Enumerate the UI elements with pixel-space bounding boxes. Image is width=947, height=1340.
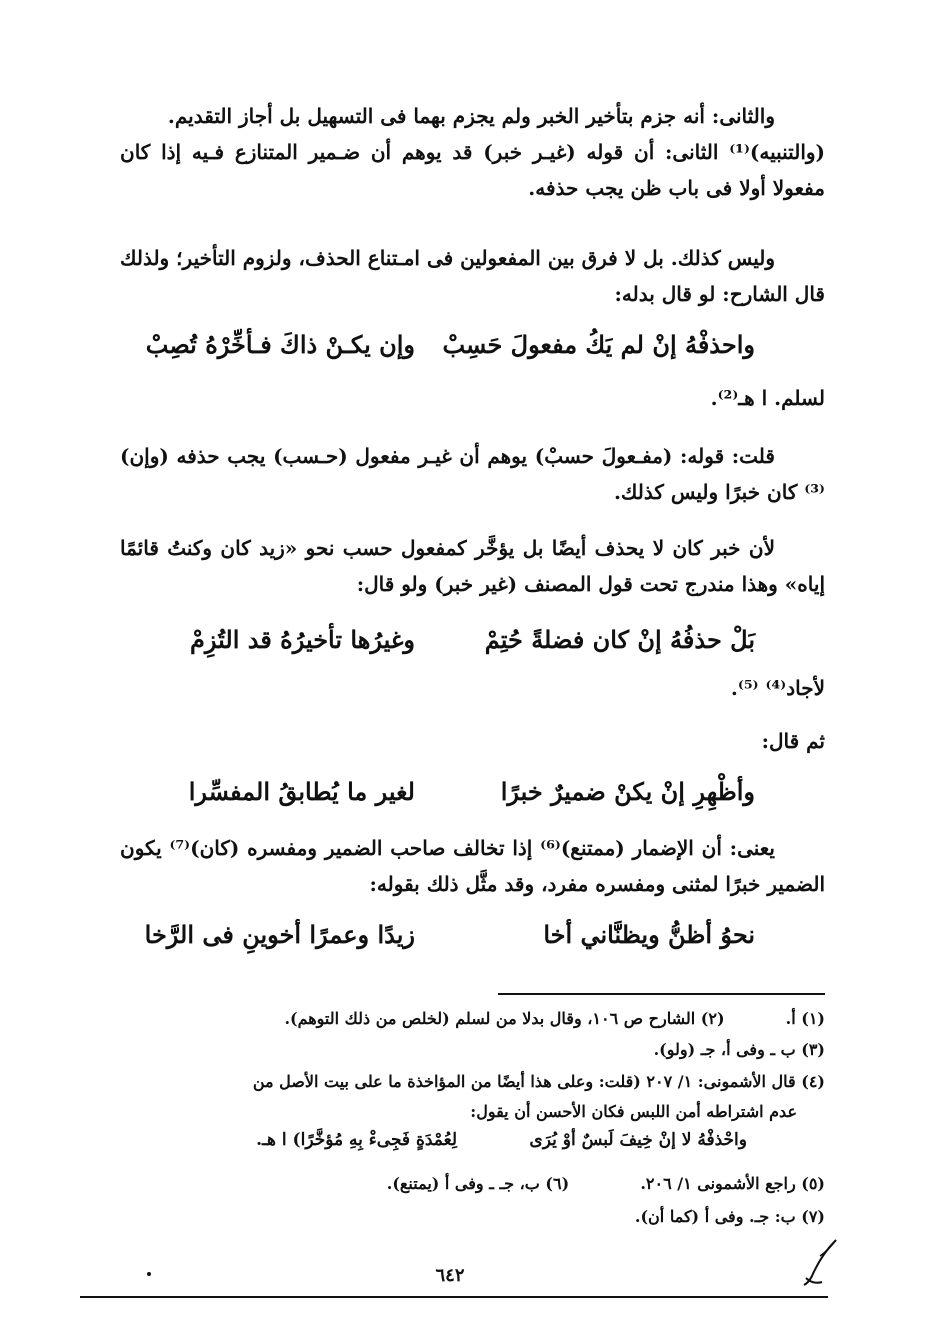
paragraph-6: لأن خبر كان لا يحذف أيضًا بل يؤخَّر كمفعول حسب نحو «زيد كان وكنتُ قائمًا إياه» وهذا مندرج تحت قول المصنف (غير خبر) ولو قال: xyxy=(120,536,825,596)
footnote-2: (٢) الشارح ص ١٠٦، وقال بدلا من لسلم (لخلص من ذلك التوهم). xyxy=(284,1009,725,1028)
verse-1-second-hemistich: وإن يكـنْ ذاكَ فـأخِّرْهُ تُصِبْ xyxy=(145,330,415,359)
quill-icon xyxy=(800,1238,840,1288)
footnote-7: (٧) ب: جـ. وفى أ (كما أن). xyxy=(634,1207,825,1226)
verse-4-second-hemistich: زيدًا وعمرًا أخوينِ فى الرَّخا xyxy=(144,920,415,949)
verse-3-first-hemistich: وأظْهِرِ إنْ يكنْ ضميرٌ خبرًا xyxy=(500,777,755,806)
verse-1 xyxy=(120,325,825,365)
paragraph-5: قلت: قوله: (مفـعولَ حسبْ) يوهم أن غيـر مفعول (حـسب) يجب حذفه (وإن)⁽³⁾ كان خبرًا وليس كذلك. xyxy=(120,444,825,504)
verse-1-first-hemistich: واحذفْهُ إنْ لم يَكُ مفعولَ حَسِبْ xyxy=(442,330,755,359)
paragraph-4: لسلم. ا هـ⁽²⁾. xyxy=(710,386,825,410)
paragraph-2: (والتنبيه)⁽¹⁾ الثانى: أن قوله (غيـر خبر) قد يوهم أن ضـمير المتنازع فـيه إذا كان مفعولا أولا فى باب ظن يجب حذفه. xyxy=(120,140,825,200)
verse-3 xyxy=(120,772,825,812)
footnote-1: (١) أ. xyxy=(785,1009,825,1028)
footnote-separator xyxy=(498,993,825,995)
footnote-4-verse-first: واحْذفْهُ لا إنْ خِيفَ لَبسٌ أوْ يُرَى xyxy=(529,1130,747,1150)
verse-3-second-hemistich: لغير ما يُطابقُ المفسِّرا xyxy=(188,777,415,806)
paragraph-7: لأجاد⁽⁴⁾ ⁽⁵⁾. xyxy=(730,676,825,700)
paragraph-8: ثم قال: xyxy=(761,729,825,753)
verse-2-first-hemistich: بَلْ حذفُهُ إنْ كان فضلةً حُتِمْ xyxy=(484,625,755,654)
footnote-6: (٦) ب، جـ ـ وفى أ (يمتنع). xyxy=(386,1174,570,1193)
paragraph-3: وليس كذلك. بل لا فرق بين المفعولين فى امـتناع الحذف، ولزوم التأخير؛ ولذلك قال الشارح: لو قال بدله: xyxy=(120,246,825,306)
paragraph-1: والثانى: أنه جزم بتأخير الخبر ولم يجزم بهما فى التسهيل بل أجاز التقديم. xyxy=(167,104,775,128)
footer-dot xyxy=(147,1272,151,1276)
footnote-5: (٥) راجع الأشمونى ١/ ٢٠٦. xyxy=(640,1174,825,1193)
verse-2-second-hemistich: وغيرُها تأخيرُهُ قد التُزِمْ xyxy=(190,625,415,654)
footnote-4-line-2: عدم اشتراطه أمن اللبس فكان الأحسن أن يقول: xyxy=(470,1102,797,1121)
footnote-4-line-1: (٤) قال الأشمونى: ١/ ٢٠٧ (قلت: وعلى هذا أيضًا من المؤاخذة ما على بيت الأصل من xyxy=(252,1072,825,1091)
page-number: ٦٤٢ xyxy=(435,1265,465,1286)
footnote-5-6 xyxy=(120,1170,825,1198)
verse-4 xyxy=(120,915,825,955)
footnote-3: (٣) ب ـ وفى أ، جـ (ولو). xyxy=(653,1040,825,1059)
verse-4-first-hemistich: نحوُ أظنُّ ويظنَّاني أخا xyxy=(543,920,755,949)
footnote-1-2 xyxy=(120,1005,825,1033)
footnote-4-verse-second: لِعُمْدَةٍ فَجِىءْ بِهِ مُؤخَّرًا) ا هـ. xyxy=(256,1130,457,1150)
paragraph-9: يعنى: أن الإضمار (ممتنع)⁽⁶⁾ إذا تخالف صاحب الضمير ومفسره (كان)⁽⁷⁾ يكون الضمير خبرًا لمثنى ومفسره مفرد، وقد مثَّل ذلك بقوله: xyxy=(120,836,825,896)
verse-2 xyxy=(120,620,825,660)
footer-rule xyxy=(80,1296,828,1298)
